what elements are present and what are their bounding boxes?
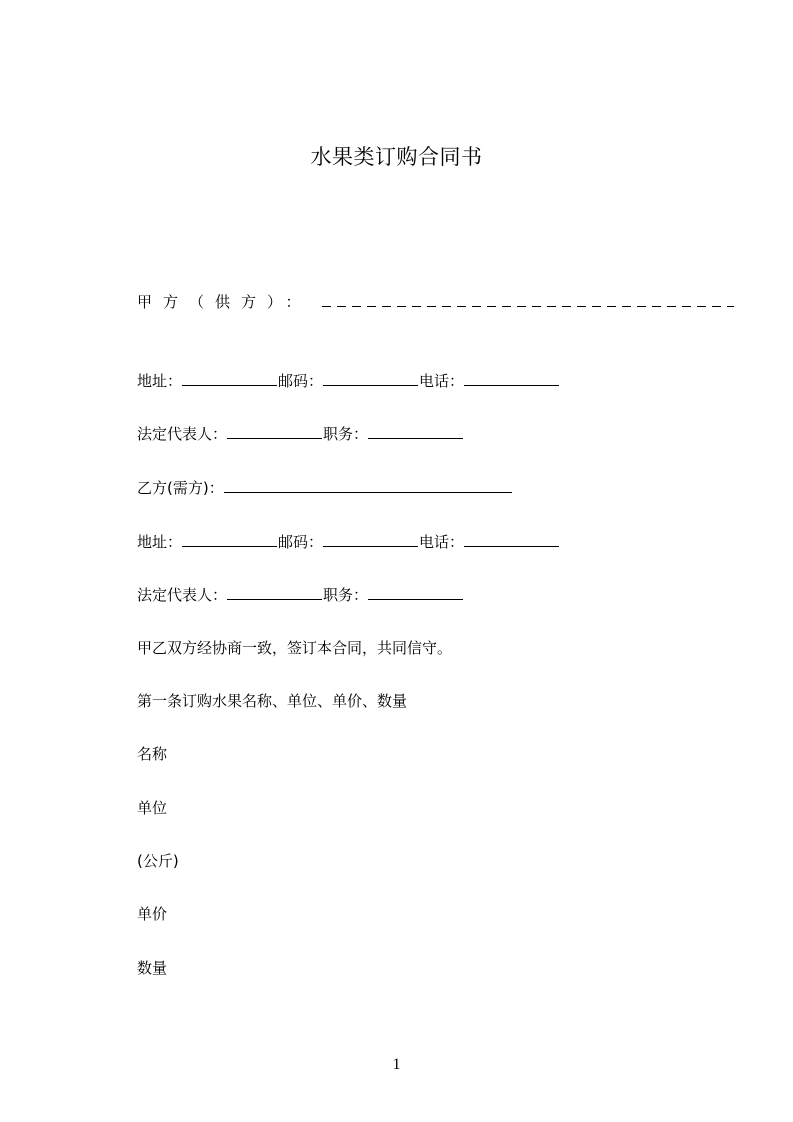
party-b-address-field[interactable]	[182, 532, 277, 547]
phone-label: 电话：	[419, 372, 465, 390]
postcode-label: 邮码：	[278, 372, 324, 390]
party-a-label: 甲方（供方）：	[137, 293, 312, 311]
party-a-name-field[interactable]	[322, 297, 734, 307]
party-b-rep-line	[137, 585, 464, 605]
address-label: 地址：	[137, 533, 183, 551]
position-label: 职务：	[323, 425, 369, 443]
item-quantity-label: 数量	[137, 959, 168, 977]
party-b-label: 乙方(需方)：	[137, 479, 224, 497]
page-number: 1	[392, 1056, 401, 1073]
phone-label: 电话：	[419, 533, 465, 551]
party-b-address-line	[137, 532, 560, 552]
item-unit-kg-label: (公斤)	[137, 852, 179, 870]
party-a-rep-field[interactable]	[227, 424, 322, 439]
party-a-address-field[interactable]	[182, 371, 277, 386]
party-b-postcode-field[interactable]	[323, 532, 418, 547]
position-label: 职务：	[323, 586, 369, 604]
party-a-postcode-field[interactable]	[323, 371, 418, 386]
party-a-position-field[interactable]	[368, 424, 463, 439]
postcode-label: 邮码：	[278, 533, 324, 551]
contract-title: 水果类订购合同书	[310, 145, 483, 169]
item-price-label: 单价	[137, 905, 168, 923]
agreement-text: 甲乙双方经协商一致，签订本合同，共同信守。	[137, 639, 453, 657]
party-b-phone-field[interactable]	[464, 532, 559, 547]
party-a-rep-line	[137, 424, 464, 444]
party-a-line	[137, 292, 734, 312]
item-unit-label: 单位	[137, 799, 168, 817]
address-label: 地址：	[137, 372, 183, 390]
party-b-line	[137, 478, 513, 498]
party-b-rep-field[interactable]	[227, 585, 322, 600]
rep-label: 法定代表人：	[137, 586, 228, 604]
rep-label: 法定代表人：	[137, 425, 228, 443]
party-a-address-line	[137, 371, 560, 391]
party-a-phone-field[interactable]	[464, 371, 559, 386]
article-1-heading: 第一条订购水果名称、单位、单价、数量	[137, 692, 408, 710]
item-name-label: 名称	[137, 745, 168, 763]
party-b-name-field[interactable]	[224, 478, 512, 493]
party-b-position-field[interactable]	[368, 585, 463, 600]
